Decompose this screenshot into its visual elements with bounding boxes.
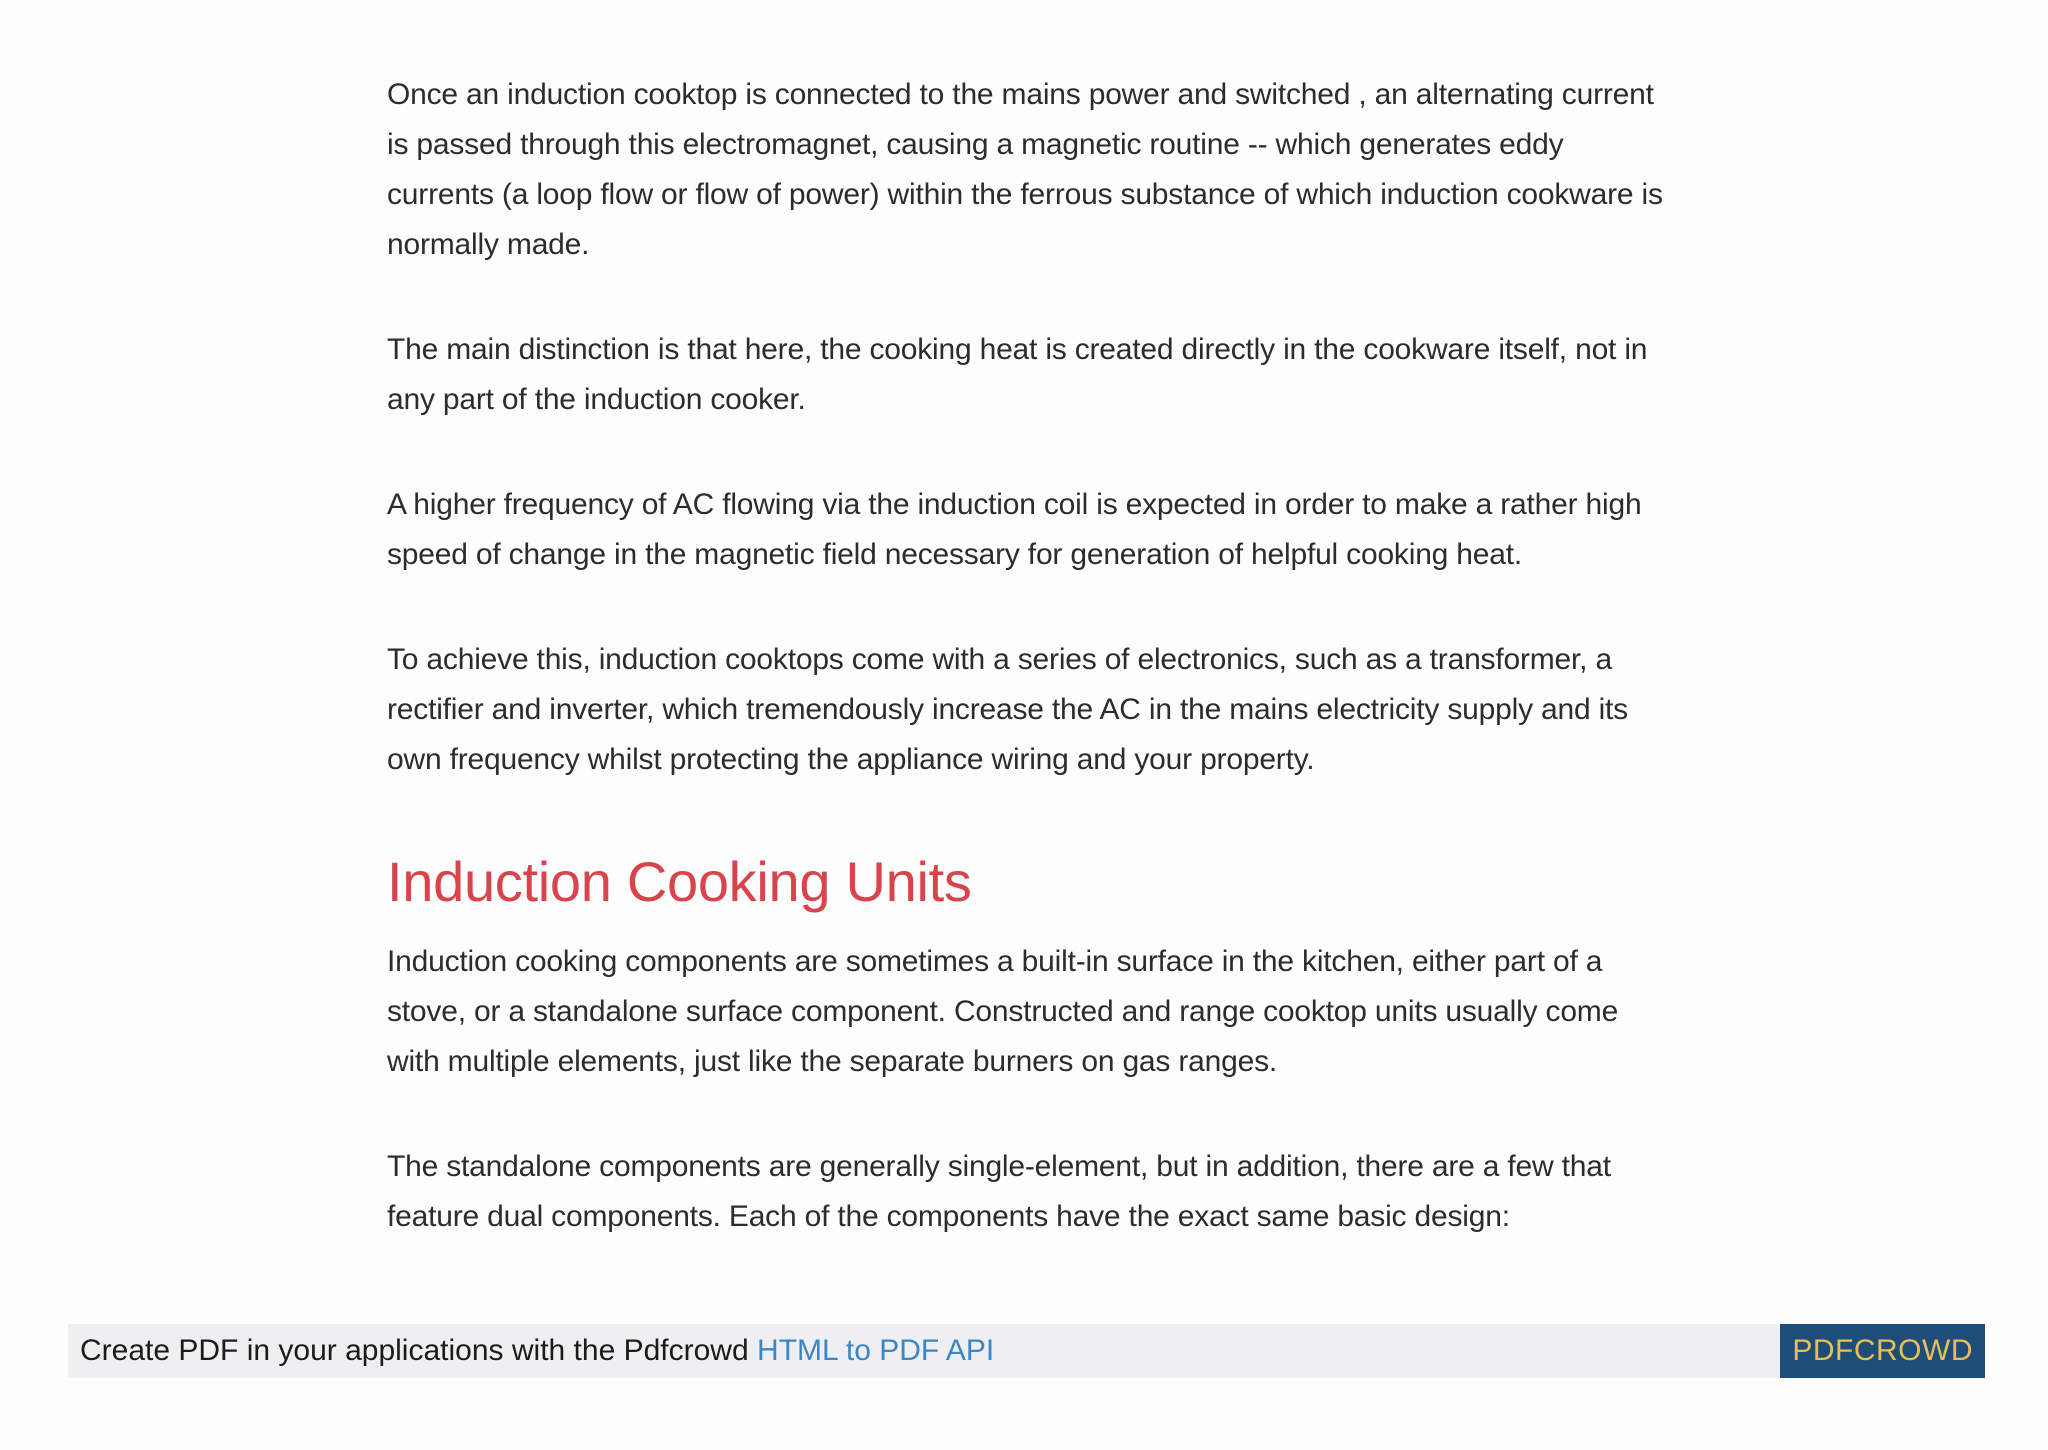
footer-message — [68, 1334, 994, 1368]
paragraph-5: Induction cooking components are sometimes a built-in surface in the kitchen, either part of a stove, or a standalone surface component. Constructed and range cooktop units usually come with multiple elements, just like the separate burners on gas ranges. — [387, 945, 1619, 1078]
article-body — [387, 70, 1677, 1297]
section-heading: Induction Cooking Units — [387, 850, 972, 913]
paragraph-2: The main distinction is that here, the cooking heat is created directly in the cookware itself, not in any part of the induction cooker. — [387, 333, 1648, 416]
pdfcrowd-badge[interactable]: PDFCROWD — [1780, 1324, 1985, 1378]
pdfcrowd-footer — [68, 1324, 1985, 1378]
paragraph-3: A higher frequency of AC flowing via the induction coil is expected in order to make a rather high speed of change in the magnetic field necessary for generation of helpful cooking heat. — [387, 488, 1642, 571]
paragraph-1: Once an induction cooktop is connected to the mains power and switched , an alternating current is passed through this electromagnet, causing a magnetic routine -- which generates eddy currents (a loop flow or flow of power) within the ferrous substance of which induction cookware is normally made. — [387, 78, 1663, 261]
paragraph-4: To achieve this, induction cooktops come with a series of electronics, such as a transformer, a rectifier and inverter, which tremendously increase the AC in the mains electricity supply and its own frequency whilst protecting the appliance wiring and your property. — [387, 643, 1628, 776]
html-to-pdf-api-link[interactable]: HTML to PDF API — [756, 1334, 995, 1367]
footer-text: Create PDF in your applications with the Pdfcrowd — [80, 1334, 757, 1367]
paragraph-6: The standalone components are generally single-element, but in addition, there are a few that feature dual components. Each of the components have the exact same basic design: — [387, 1150, 1611, 1233]
